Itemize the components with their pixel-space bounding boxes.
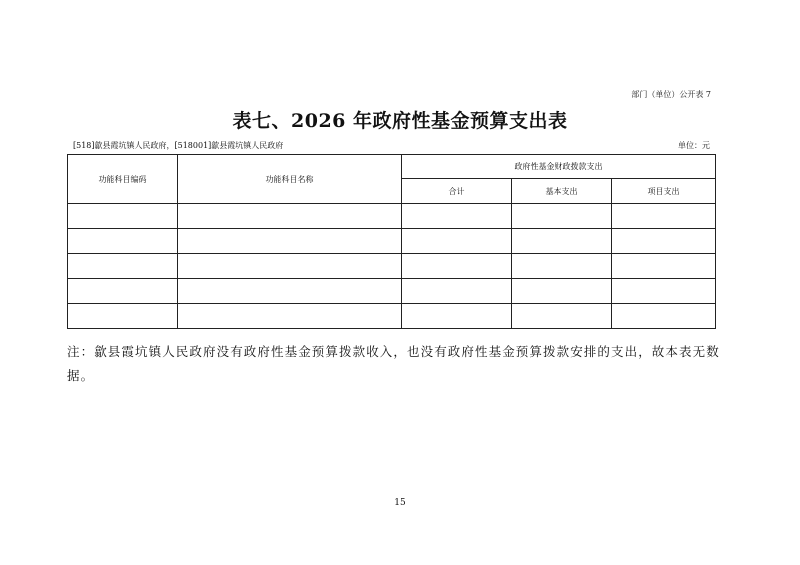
cell-name — [178, 279, 402, 304]
cell-basic — [512, 279, 612, 304]
cell-total — [402, 304, 512, 329]
currency-unit: 单位：元 — [678, 141, 710, 150]
table-row — [68, 204, 716, 229]
cell-code — [68, 254, 178, 279]
header-function-name: 功能科目名称 — [178, 155, 402, 204]
unit-line — [73, 140, 710, 152]
cell-name — [178, 254, 402, 279]
header-basic-expenditure: 基本支出 — [512, 179, 612, 204]
unit-name: [518]歙县霞坑镇人民政府，[518001]歙县霞坑镇人民政府 — [73, 141, 284, 150]
cell-basic — [512, 254, 612, 279]
table-row — [68, 304, 716, 329]
cell-name — [178, 304, 402, 329]
cell-project — [612, 229, 716, 254]
header-fund-expenditure: 政府性基金财政拨款支出 — [402, 155, 716, 179]
cell-total — [402, 229, 512, 254]
table-row — [68, 279, 716, 304]
cell-basic — [512, 204, 612, 229]
cell-code — [68, 229, 178, 254]
cell-basic — [512, 304, 612, 329]
cell-code — [68, 279, 178, 304]
cell-basic — [512, 229, 612, 254]
page-number: 15 — [394, 498, 406, 508]
header-function-code: 功能科目编码 — [68, 155, 178, 204]
cell-name — [178, 204, 402, 229]
table-row — [68, 254, 716, 279]
budget-table — [67, 154, 716, 329]
page-title: 表七、2026 年政府性基金预算支出表 — [232, 110, 568, 132]
header-total: 合计 — [402, 179, 512, 204]
table-row — [68, 229, 716, 254]
cell-project — [612, 204, 716, 229]
cell-total — [402, 254, 512, 279]
cell-project — [612, 254, 716, 279]
cell-name — [178, 229, 402, 254]
header-project-expenditure: 项目支出 — [612, 179, 716, 204]
table-number-label: 部门（单位）公开表 7 — [631, 90, 711, 99]
cell-code — [68, 304, 178, 329]
cell-project — [612, 279, 716, 304]
footnote: 注：歙县霞坑镇人民政府没有政府性基金预算拨款收入，也没有政府性基金预算拨款安排的支出，故本表无数据。 — [67, 344, 720, 383]
cell-total — [402, 279, 512, 304]
cell-total — [402, 204, 512, 229]
cell-code — [68, 204, 178, 229]
cell-project — [612, 304, 716, 329]
